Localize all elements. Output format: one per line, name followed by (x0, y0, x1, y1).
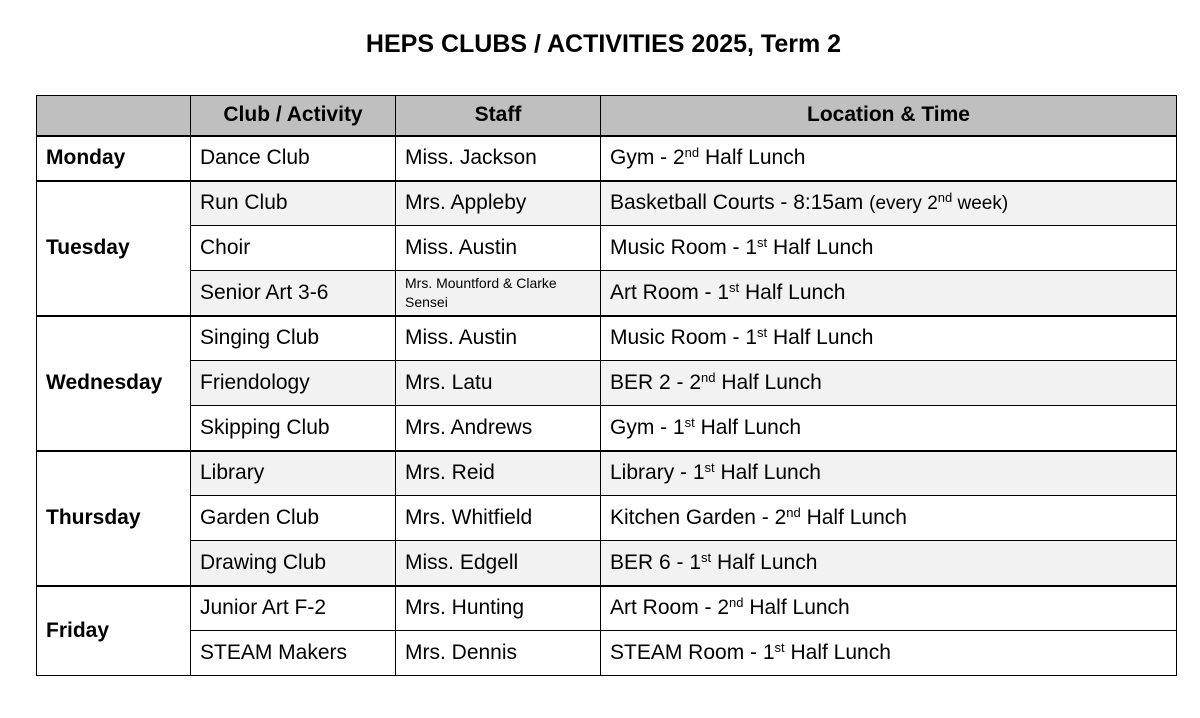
location-text: Art Room - 2 (610, 596, 730, 620)
club-cell: Run Club (191, 181, 396, 226)
table-header-row (37, 96, 1177, 136)
location-text: Art Room - 1 (610, 280, 730, 304)
staff-cell: Mrs. Reid (396, 451, 601, 496)
location-text: Kitchen Garden - 2 (610, 506, 787, 529)
ordinal-suffix: st (757, 325, 768, 341)
table-row (37, 631, 1177, 676)
header-location: Location & Time (601, 96, 1177, 136)
clubs-table (36, 95, 1177, 676)
ordinal-suffix: nd (684, 145, 700, 160)
location-text-end: Half Lunch (800, 506, 907, 529)
note-text: (every 2 (869, 193, 938, 215)
location-cell (601, 136, 1177, 181)
location-cell (601, 586, 1177, 631)
ordinal-suffix: nd (786, 505, 801, 520)
staff-cell: Miss. Edgell (396, 541, 601, 586)
table-row (37, 316, 1177, 361)
location-text: Music Room - 1 (610, 236, 758, 259)
location-cell (601, 406, 1177, 451)
ordinal-suffix: st (684, 414, 695, 430)
location-text-end: Half Lunch (694, 415, 802, 439)
staff-cell: Mrs. Mountford & Clarke Sensei (396, 271, 601, 316)
location-cell (601, 361, 1177, 406)
day-cell-tuesday: Tuesday (37, 181, 191, 316)
location-text-end: Half Lunch (767, 326, 874, 350)
ordinal-suffix: st (701, 549, 712, 565)
location-cell (601, 496, 1177, 541)
table-row (37, 226, 1177, 271)
location-text: BER 2 - 2 (610, 371, 702, 394)
location-note (869, 190, 1009, 215)
location-text-end: Half Lunch (767, 236, 874, 259)
ordinal-suffix: st (704, 460, 715, 476)
location-text: Library - 1 (610, 461, 705, 485)
table-row (37, 496, 1177, 541)
location-text: Gym - 2 (610, 146, 685, 169)
table-row (37, 406, 1177, 451)
ordinal-suffix: st (729, 279, 740, 295)
note-text-end: week) (952, 193, 1009, 215)
location-cell (601, 226, 1177, 271)
ordinal-suffix: nd (937, 190, 953, 206)
location-cell (601, 181, 1177, 226)
header-day (37, 96, 191, 136)
day-cell-monday: Monday (37, 136, 191, 181)
table-row (37, 586, 1177, 631)
club-cell: Friendology (191, 361, 396, 406)
club-cell: Garden Club (191, 496, 396, 541)
location-text-end: Half Lunch (714, 461, 821, 485)
location-text-end: Half Lunch (784, 641, 891, 664)
location-text: BER 6 - 1 (610, 550, 702, 574)
location-cell (601, 316, 1177, 361)
location-text: Music Room - 1 (610, 326, 758, 350)
club-cell: Dance Club (191, 136, 396, 181)
club-cell: Drawing Club (191, 541, 396, 586)
ordinal-suffix: nd (729, 595, 744, 611)
table-row (37, 451, 1177, 496)
location-cell (601, 631, 1177, 676)
staff-cell: Mrs. Dennis (396, 631, 601, 676)
location-cell (601, 451, 1177, 496)
table-row (37, 136, 1177, 181)
location-text: Gym - 1 (610, 415, 685, 439)
location-text-end: Half Lunch (743, 596, 850, 620)
staff-cell: Mrs. Latu (396, 361, 601, 406)
staff-cell: Mrs. Hunting (396, 586, 601, 631)
table-row (37, 541, 1177, 586)
table-row (37, 181, 1177, 226)
club-cell: STEAM Makers (191, 631, 396, 676)
location-text-end: Half Lunch (739, 280, 846, 304)
staff-cell: Mrs. Andrews (396, 406, 601, 451)
location-text-end: Half Lunch (711, 550, 818, 574)
staff-cell: Miss. Austin (396, 226, 601, 271)
club-cell: Skipping Club (191, 406, 396, 451)
location-text: Basketball Courts - 8:15am (610, 191, 870, 215)
location-text: STEAM Room - 1 (610, 641, 775, 664)
day-cell-thursday: Thursday (37, 451, 191, 586)
club-cell: Senior Art 3-6 (191, 271, 396, 316)
location-text-end: Half Lunch (699, 146, 806, 169)
table-row (37, 361, 1177, 406)
header-club: Club / Activity (191, 96, 396, 136)
club-cell: Junior Art F-2 (191, 586, 396, 631)
staff-cell: Mrs. Whitfield (396, 496, 601, 541)
day-cell-friday: Friday (37, 586, 191, 676)
location-cell (601, 271, 1177, 316)
club-cell: Library (191, 451, 396, 496)
header-staff: Staff (396, 96, 601, 136)
table-row (37, 271, 1177, 316)
club-cell: Singing Club (191, 316, 396, 361)
staff-cell: Mrs. Appleby (396, 181, 601, 226)
ordinal-suffix: nd (701, 370, 716, 385)
staff-cell: Miss. Austin (396, 316, 601, 361)
page-title: HEPS CLUBS / ACTIVITIES 2025, Term 2 (365, 30, 842, 58)
ordinal-suffix: st (774, 640, 785, 655)
location-cell (601, 541, 1177, 586)
location-text-end: Half Lunch (715, 371, 822, 394)
ordinal-suffix: st (757, 235, 768, 250)
club-cell: Choir (191, 226, 396, 271)
staff-cell: Miss. Jackson (396, 136, 601, 181)
day-cell-wednesday: Wednesday (37, 316, 191, 451)
